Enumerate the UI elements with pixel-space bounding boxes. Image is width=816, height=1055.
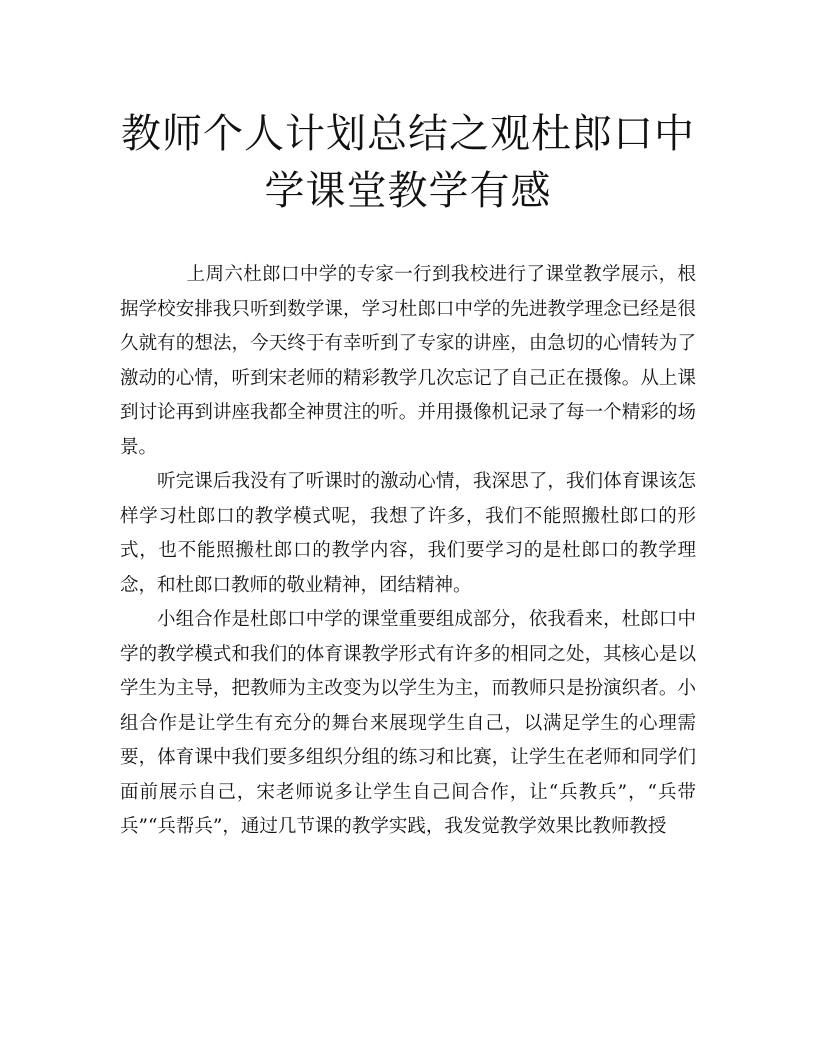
document-title: 教师个人计划总结之观杜郎口中学课堂教学有感: [121, 111, 695, 214]
paragraph-2: 听完课后我没有了听课时的激动心情，我深思了，我们体育课该怎样学习杜郎口的教学模式呢，我想了许多，我们不能照搬杜郎口的形式，也不能照搬杜郎口的教学内容，我们要学习的是杜郎口的教学理念，和杜郎口教师的敬业精神，团结精神。: [120, 471, 696, 596]
document-body: [120, 258, 696, 845]
paragraph-3: 小组合作是杜郎口中学的课堂重要组成部分，依我看来，杜郎口中学的教学模式和我们的体育课教学形式有许多的相同之处，其核心是以学生为主导，把教师为主改变为以学生为主，而教师只是扮演织者。小组合作是让学生有充分的舞台来展现学生自己，以满足学生的心理需要，体育课中我们要多组织分组的练习和比赛，让学生在老师和同学们面前展示自己，宋老师说多让学生自己间合作，让“兵教兵”，“兵带兵”“兵帮兵”，通过几节课的教学实践，我发觉教学效果比教师教授: [120, 609, 696, 837]
paragraph-1: 上周六杜郎口中学的专家一行到我校进行了课堂教学展示，根据学校安排我只听到数学课，学习杜郎口中学的先进教学理念已经是很久就有的想法，今天终于有幸听到了专家的讲座，由急切的心情转为了激动的心情，听到宋老师的精彩教学几次忘记了自己正在摄像。从上课到讨论再到讲座我都全神贯注的听。并用摄像机记录了每一个精彩的场景。: [120, 264, 696, 458]
